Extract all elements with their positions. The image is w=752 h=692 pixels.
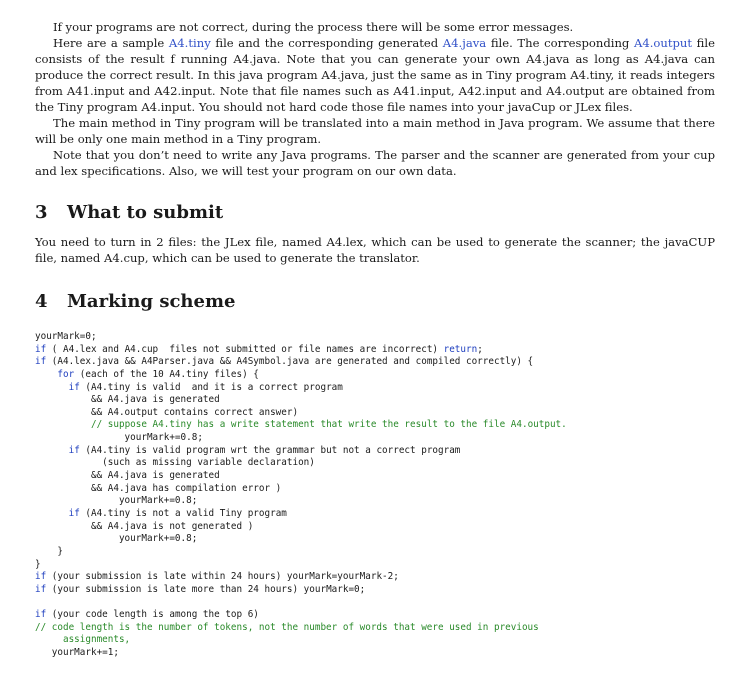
code-text: yourMark=0; [35,331,97,342]
code-line [35,533,567,546]
code-line [35,495,567,508]
code-keyword: if [35,583,47,595]
code-line [35,521,567,534]
code-text: && A4.java is generated [35,394,220,406]
code-text: && A4.output contains correct answer) [35,406,299,418]
code-keyword: if [68,381,80,393]
code-keyword: for [57,368,75,380]
code-line [35,407,567,420]
code-line [35,445,567,458]
code-line [35,546,567,559]
section-number: 4 [35,291,48,312]
code-text: (each of the 10 A4.tiny files) { [74,368,259,380]
code-line [35,622,567,635]
link-a4-output[interactable]: A4.output [633,36,693,50]
code-text: (A4.tiny is not a valid Tiny program [79,507,287,519]
code-line [35,419,567,432]
code-text: (your submission is late within 24 hours) yourMark=yourMark-2; [46,571,399,583]
code-line [35,571,567,584]
code-text: yourMark+=0.8; [35,432,203,444]
paragraph-text: The main method in Tiny program will be translated into a main method in Java program. We assume that there will be only one main method in a Tiny program. [35,116,715,146]
code-line [35,432,567,445]
code-text: yourMark+=0.8; [35,495,198,507]
link-a4-java[interactable]: A4.java [442,36,487,50]
code-line [35,647,567,660]
code-text: ; [477,343,483,355]
code-line [35,331,567,344]
code-line [35,596,567,609]
paragraph-sample-files [35,36,715,116]
paragraph-main-method [35,116,715,148]
code-text: (your code length is among the top 6) [46,609,259,621]
code-comment: assignments, [35,634,131,646]
code-keyword: return [443,343,478,355]
code-keyword: if [68,444,80,456]
code-keyword: if [35,356,47,368]
code-text: && A4.java is not generated ) [35,520,254,532]
paragraph-no-java-programs [35,148,715,180]
code-text: (A4.tiny is valid program wrt the grammar but not a correct program [79,444,461,456]
code-line [35,634,567,647]
paragraph-text: If your programs are not correct, during the process there will be some error messages. [53,20,574,34]
code-text: ( A4.lex and A4.cup files not submitted or file names are incorrect) [46,343,444,355]
link-a4-tiny[interactable]: A4.tiny [168,36,211,50]
code-keyword: if [35,571,47,583]
code-text [35,369,57,380]
code-text: yourMark+=0.8; [35,533,198,545]
code-line [35,470,567,483]
code-line [35,609,567,622]
code-comment: // suppose A4.tiny has a write statement that write the result to the file A4.output. [90,419,567,431]
section-heading-marking-scheme [35,291,235,313]
code-line [35,559,567,572]
code-line [35,382,567,395]
code-text: (A4.tiny is valid and it is a correct program [79,381,343,393]
code-line [35,584,567,597]
code-text: (A4.lex.java && A4Parser.java && A4Symbol.java are generated and compiled correctly) { [46,356,534,368]
code-text: yourMark+=1; [35,647,119,659]
code-text: } [35,558,41,570]
code-line [35,508,567,521]
paragraph-text: Note that you don’t need to write any Java programs. The parser and the scanner are generated from your cup and lex specifications. Also, we will test your program on our own data. [35,148,715,178]
code-line [35,483,567,496]
code-text: (your submission is late more than 24 hours) yourMark=0; [46,583,366,595]
code-text: && A4.java is generated [35,470,220,482]
code-line [35,344,567,357]
section-heading-what-to-submit [35,202,223,224]
code-line [35,356,567,369]
paragraph-text: file consists of the result f running A4.java. Note that you can generate your own A4.java as long as A4.java can produce the correct result. In this java program A4.java, just the same as in Tiny program A4.tiny, it reads integers from A41.input and A42.input. Note that file names such as A41.input, A42.input and A4.output are obtained from the Tiny program A4.input. You should not hard code those file names into your javaCup or JLex files. [35,36,715,114]
code-line [35,369,567,382]
code-line [35,457,567,470]
code-text [35,508,69,519]
paragraph-submission-files [35,235,715,267]
paragraph-text: Here are a sample [53,36,169,50]
paragraph-error-messages [35,20,715,36]
code-keyword: if [35,609,47,621]
paragraph-text: You need to turn in 2 files: the JLex file, named A4.lex, which can be used to generate the scanner; the javaCUP file, named A4.cup, which can be used to generate the translator. [35,235,715,265]
section-title: What to submit [67,202,224,223]
code-keyword: if [68,507,80,519]
section-title: Marking scheme [67,291,236,312]
code-text: (such as missing variable declaration) [35,457,315,469]
paragraph-text: file and the corresponding generated [210,36,443,50]
code-text: } [35,545,63,557]
code-comment: // code length is the number of tokens, not the number of words that were used in previous [35,621,539,633]
code-line [35,394,567,407]
code-text [35,419,91,430]
marking-scheme-code-block [35,331,567,660]
section-number: 3 [35,202,48,223]
code-text [35,445,69,456]
paragraph-text: file. The corresponding [486,36,634,50]
code-text [35,382,69,393]
code-keyword: if [35,343,47,355]
code-text: && A4.java has compilation error ) [35,482,282,494]
